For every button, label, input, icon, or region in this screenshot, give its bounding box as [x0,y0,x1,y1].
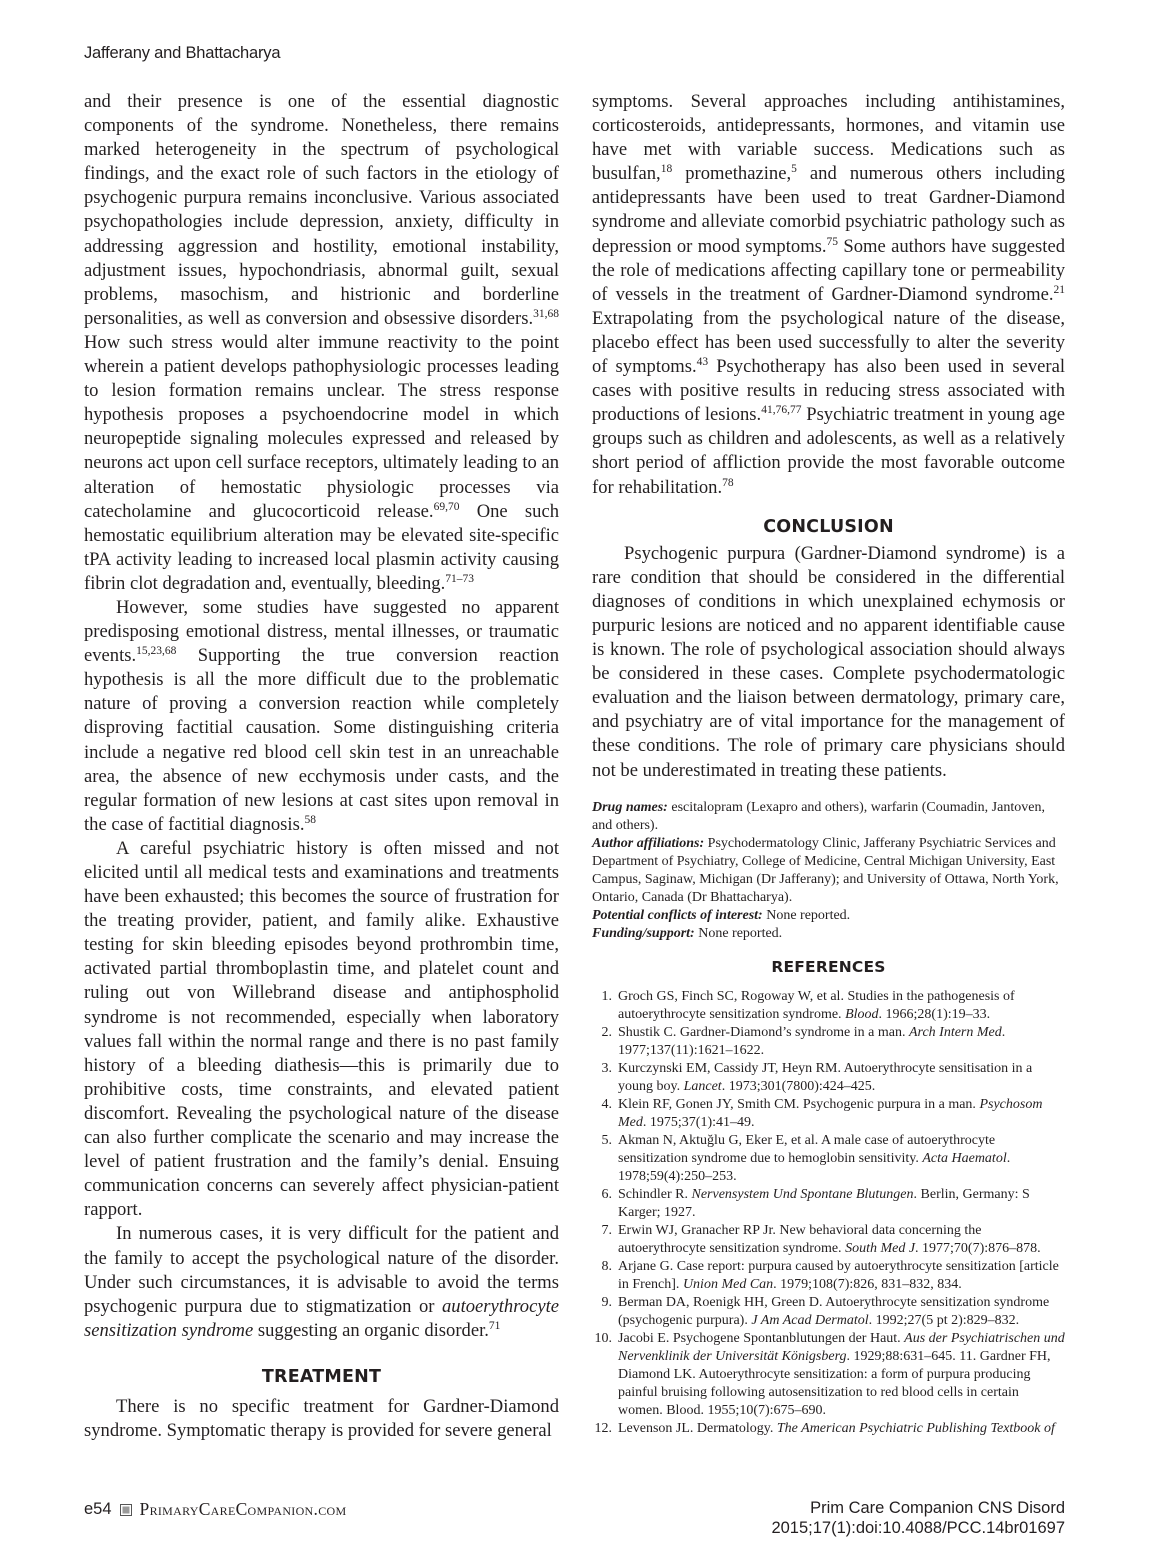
paragraph-text: symptoms. Several approaches including antihistamines, corticosteroids, antidepressants, hormones, and vitamin use have met with variable success. Medications such as busulfan, [592,91,1065,185]
note-label: Author affiliations: [592,835,705,851]
note-text: None reported. [762,907,851,923]
citation-superscript: 71 [488,1319,501,1332]
citation-superscript: 43 [696,356,709,369]
italic-term: autoerythrocyte sensitization syndrome [84,1295,559,1341]
reference-item [592,1186,1065,1222]
doi-citation: 2015;17(1):doi:10.4088/PCC.14br01697 [771,1519,1065,1537]
paragraph-text: and their presence is one of the essential diagnostic components of the syndrome. Nonetheless, there remains marked heterogeneity in the spectrum of psychological findings, and the exact role of such factors in the etiology of psychogenic purpura remains inconclusive. Various associated psychopathologies include depression, anxiety, difficulty in addressing aggression and hostility, emotional instability, adjustment issues, hypochondriasis, abnormal guilt, sexual problems, masochism, and histrionic and borderline personalities, as well as conversion and obsessive disorders. [84,91,559,329]
reference-journal: Acta Haematol [922,1150,1007,1166]
reference-item [592,1330,1065,1420]
footer-left [84,1499,346,1520]
journal-website-link[interactable]: PrimaryCareCompanion.com [139,1499,347,1519]
reference-item [592,1222,1065,1258]
paragraph-text: Psychotherapy has also been used in several cases with positive results in reducing stress associated with productions of lesions. [592,356,1065,426]
reference-text: Klein RF, Gonen JY, Smith CM. Psychogenic purpura in a man. [618,1096,980,1112]
left-column [84,90,559,1443]
citation-superscript: 58 [304,813,316,826]
reference-journal: J Am Acad Dermatol [751,1312,869,1328]
reference-number: 9. [601,1294,612,1310]
section-heading-treatment: TREATMENT [261,1366,382,1387]
reference-details: . 1978;59(4):250–253. [618,1150,1011,1184]
paragraph-text: Psychiatric treatment in young age groups such as children and adolescents, as well as a relatively short period of affliction provide the most favorable outcome for rehabilitation. [592,404,1065,498]
citation-superscript: 18 [660,163,673,176]
reference-item [592,988,1065,1024]
reference-details: . 1992;27(5 pt 2):829–832. [868,1312,1020,1328]
paragraph-text: One such hemostatic equilibrium alteration may be elevated site-specific tPA activity leading to increased local plasmin activity causing fibrin clot degradation and, eventually, bleeding. [84,500,560,594]
note-item [592,925,1065,943]
right-column [592,90,1065,1438]
citation-superscript: 5 [791,163,797,176]
reference-text: Akman N, Aktuğlu G, Eker E, et al. A male case of autoerythrocyte sensitization syndrome due to hemoglobin sensitivity. [618,1132,996,1166]
note-label: Funding/support: [592,925,695,941]
square-bullet-icon [120,1504,132,1516]
citation-superscript: 15,23,68 [136,645,177,658]
reference-item [592,1294,1065,1330]
note-text: Psychodermatology Clinic, Jafferany Psychiatric Services and Department of Psychiatry, College of Medicine, Central Michigan University, East Campus, Saginaw, Michigan (Dr Jafferany); and University of Ottawa, North York, Ontario, Canada (Dr Bhattacharya). [592,835,1059,905]
citation-superscript: 75 [826,235,839,248]
body-paragraph [592,90,1065,500]
reference-item [592,1096,1065,1132]
reference-item [592,1132,1065,1186]
reference-list [592,988,1065,1438]
citation-superscript: 41,76,77 [761,404,802,417]
paragraph-text: Some authors have suggested the role of medications affecting capillary tone or permeability of vessels in the treatment of Gardner-Diamond syndrome. [592,235,1065,305]
reference-journal: Arch Intern Med [908,1024,1002,1040]
note-item [592,799,1065,835]
reference-number: 4. [601,1096,612,1112]
reference-number: 12. [594,1420,612,1436]
paragraph-text: and numerous others including antidepressants have been used to treat Gardner-Diamond syndrome and alleviate comorbid psychiatric pathology such as depression or mood symptoms. [592,163,1066,257]
section-heading-references: REFERENCES [771,957,886,976]
paragraph-text: suggesting an organic disorder. [253,1319,489,1341]
citation-superscript: 31,68 [533,307,559,320]
reference-text: Shustik C. Gardner-Diamond’s syndrome in a man. [618,1024,909,1040]
paragraph-text: Extrapolating from the psychological nature of the disease, placebo effect has been used successfully to alter the severity of symptoms. [592,307,1065,378]
reference-text: Jacobi E. Psychogene Spontanblutungen der Haut. [618,1330,905,1346]
reference-journal: Aus der Psychiatrischen und Nervenklinik der Universität Königsberg [618,1330,1065,1364]
article-notes [592,799,1065,943]
reference-details: . 1929;88:631–645. 11. Gardner FH, Diamond LK. Autoerythrocyte sensitization: a form of purpura producing painful bruising following autosensitization to red blood cells in certain women. Blood. 1955;10(7):675–690. [618,1348,1051,1418]
reference-number: 1. [601,988,612,1004]
reference-details: . 1977;70(7):876–878. [915,1240,1041,1256]
reference-details: . 1973;301(7800):424–425. [721,1078,876,1094]
reference-journal: Blood [845,1006,879,1022]
running-head: Jafferany and Bhattacharya [84,44,281,62]
paragraph-text: Supporting the true conversion reaction hypothesis is all the more difficult due to the problematic nature of proving a conversion reaction while completely disproving factitial causation. Some distinguishing criteria include a negative red blood cell skin test in an unreachable area, the absence of new ecchymosis under casts, and the regular formation of new lesions at cast sites upon removal in the case of factitial diagnosis. [84,645,559,835]
conclusion-paragraph: Psychogenic purpura (Gardner-Diamond syndrome) is a rare condition that should be considered in the differential diagnoses of conditions in which unexplained echymosis or purpuric lesions are noticed and no apparent identifiable cause is known. The role of psychological association should always be considered in these cases. Complete psychodermatologic evaluation and the liaison between dermatology, primary care, and psychiatry are of vital importance for the management of these conditions. The role of primary care physicians should not be underestimated in treating these patients. [592,542,1065,781]
body-paragraph [84,596,559,837]
body-paragraph: There is no specific treatment for Gardner-Diamond syndrome. Symptomatic therapy is provided for severe general [84,1395,559,1442]
reference-journal: Union Med Can [682,1276,774,1292]
note-item [592,907,1065,925]
reference-details: . 1975;37(1):41–49. [642,1114,755,1130]
reference-text: Schindler R. [618,1186,692,1202]
reference-details: . Berlin, Germany: S Karger; 1927. [618,1186,1030,1220]
section-heading-conclusion: CONCLUSION [763,516,894,537]
reference-details: . 1966;28(1):19–33. [878,1006,991,1022]
note-text: escitalopram (Lexapro and others), warfarin (Coumadin, Jantoven, and others). [592,799,1045,833]
footer-citation [771,1498,1065,1538]
paragraph-text: promethazine, [672,163,792,185]
reference-number: 10. [594,1330,612,1346]
note-text: None reported. [694,925,783,941]
reference-text: Erwin WJ, Granacher RP Jr. New behavioral data concerning the autoerythrocyte sensitization syndrome. [618,1222,982,1256]
note-label: Potential conflicts of interest: [592,907,763,923]
citation-superscript: 21 [1053,283,1065,296]
note-label: Drug names: [592,799,668,815]
reference-journal: Lancet [683,1078,722,1094]
reference-text: Groch GS, Finch SC, Rogoway W, et al. Studies in the pathogenesis of autoerythrocyte sensitization syndrome. [618,988,1015,1022]
reference-number: 2. [601,1024,612,1040]
page-number: e54 [84,1500,112,1518]
body-paragraph [84,1222,559,1342]
paragraph-text: In numerous cases, it is very difficult for the patient and the family to accept the psychological nature of the disorder. Under such circumstances, it is advisable to avoid the terms psychogenic purpura due to stigmatization or [84,1223,559,1317]
paragraph-text: How such stress would alter immune reactivity to the point wherein a patient develops pathophysiologic processes leading to lesion formation remains unclear. The stress response hypothesis proposes a psychoendocrine model in which neuropeptide signaling molecules expressed and released by neurons act upon cell surface receptors, ultimately leading to an alteration of hemostatic physiologic processes via catecholamine and glucocorticoid release. [84,331,559,522]
reference-number: 5. [601,1132,612,1148]
reference-text: Kurczynski EM, Cassidy JT, Heyn RM. Autoerythrocyte sensitisation in a young boy. [618,1060,1033,1094]
journal-name: Prim Care Companion CNS Disord [810,1499,1065,1517]
note-item [592,835,1065,907]
reference-journal: The American Psychiatric Publishing Textbook of [776,1420,1055,1436]
reference-item [592,1420,1065,1438]
reference-number: 6. [601,1186,612,1202]
citation-superscript: 78 [722,476,734,489]
reference-number: 3. [601,1060,612,1076]
reference-text: Levenson JL. Dermatology. [618,1420,777,1436]
reference-details: . 1977;137(11):1621–1622. [618,1024,1006,1058]
reference-number: 8. [601,1258,612,1274]
reference-journal: Psychosom Med [618,1096,1043,1130]
reference-item [592,1024,1065,1060]
reference-text: Berman DA, Roenigk HH, Green D. Autoerythrocyte sensitization syndrome (psychogenic purpura). [618,1294,1050,1328]
citation-superscript: 69,70 [433,500,460,513]
reference-item [592,1258,1065,1294]
citation-superscript: 71–73 [445,572,475,585]
reference-details: . 1979;108(7):826, 831–832, 834. [773,1276,962,1292]
body-paragraph: A careful psychiatric history is often missed and not elicited until all medical tests and examinations and treatments have been exhausted; this becomes the source of frustration for the treating provider, patient, and family alike. Exhaustive testing for skin bleeding episodes beyond prothrombin time, activated partial thromboplastin time, and platelet count and ruling out von Willebrand disease and antiphospholid syndrome is not recommended, especially when laboratory values fall within the normal range and there is no past family history of a bleeding diathesis—this is primarily due to prohibitive costs, time constraints, and elevated patient discomfort. Revealing the psychological nature of the disease can also further complicate the scenario and may increase the level of patient frustration and the family’s denial. Ensuing communication concerns can severely affect physician-patient rapport. [84,837,559,1221]
reference-item [592,1060,1065,1096]
reference-journal: South Med J [845,1240,916,1256]
reference-number: 7. [601,1222,612,1238]
reference-text: Arjane G. Case report: purpura caused by autoerythrocyte sensitization [article in French]. [618,1258,1059,1292]
paragraph-text: However, some studies have suggested no apparent predisposing emotional distress, mental illnesses, or traumatic events. [84,596,559,667]
body-paragraph [84,90,559,596]
reference-journal: Nervensystem Und Spontane Blutungen [691,1186,914,1202]
